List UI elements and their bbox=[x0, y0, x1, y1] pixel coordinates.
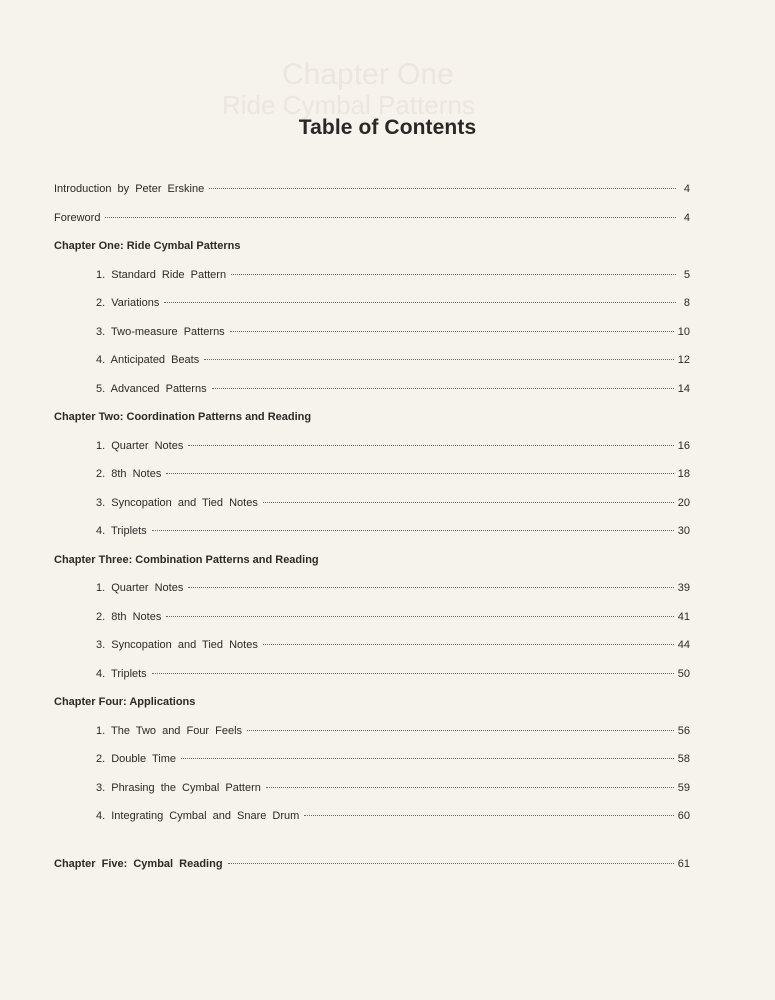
dot-leader bbox=[212, 388, 674, 389]
toc-entry-page: 60 bbox=[677, 810, 690, 822]
toc-entry bbox=[96, 807, 690, 825]
dot-leader bbox=[152, 673, 674, 674]
dot-leader bbox=[152, 530, 674, 531]
toc-entry-label: 1. Quarter Notes bbox=[96, 440, 184, 452]
toc-entry-page: 5 bbox=[683, 269, 690, 281]
toc-entry-page: 16 bbox=[677, 440, 690, 452]
toc-entry bbox=[96, 579, 690, 597]
dot-leader bbox=[204, 359, 674, 360]
dot-leader bbox=[304, 815, 673, 816]
toc-entry-page: 39 bbox=[677, 582, 690, 594]
chapter-heading: Chapter One: Ride Cymbal Patterns bbox=[54, 240, 241, 252]
toc-entry bbox=[96, 636, 690, 654]
toc-entry bbox=[96, 351, 690, 369]
toc-entry-label: 5. Advanced Patterns bbox=[96, 383, 207, 395]
toc-entry-page: 50 bbox=[677, 668, 690, 680]
toc-entry-label: Chapter Five: Cymbal Reading bbox=[54, 858, 223, 870]
toc-entry-label: Introduction by Peter Erskine bbox=[54, 183, 205, 195]
toc-entry-label: 1. Quarter Notes bbox=[96, 582, 184, 594]
toc-entry bbox=[96, 266, 690, 284]
toc-entry-label: 4. Triplets bbox=[96, 525, 147, 537]
toc-entry bbox=[96, 608, 690, 626]
toc-entry bbox=[96, 437, 690, 455]
toc-entry bbox=[96, 380, 690, 398]
toc-entry-page: 59 bbox=[677, 782, 690, 794]
toc-entry bbox=[96, 665, 690, 683]
toc-entry-label: 3. Syncopation and Tied Notes bbox=[96, 639, 258, 651]
toc-entry-label: 4. Triplets bbox=[96, 668, 147, 680]
toc-entry-label: 1. Standard Ride Pattern bbox=[96, 269, 227, 281]
toc-entry-foreword bbox=[54, 209, 690, 227]
toc-entry bbox=[96, 779, 690, 797]
chapter-heading: Chapter Two: Coordination Patterns and Reading bbox=[54, 411, 312, 423]
toc-entry-label: Foreword bbox=[54, 212, 101, 224]
toc-entry-page: 18 bbox=[677, 468, 690, 480]
toc-entry bbox=[96, 294, 690, 312]
toc-entry bbox=[96, 323, 690, 341]
toc-entry-label: 4. Integrating Cymbal and Snare Drum bbox=[96, 810, 300, 822]
toc-entry-label: 3. Two-measure Patterns bbox=[96, 326, 225, 338]
toc-entry-page: 44 bbox=[677, 639, 690, 651]
toc-entry bbox=[96, 522, 690, 540]
toc-entry-page: 4 bbox=[683, 212, 690, 224]
dot-leader bbox=[266, 787, 674, 788]
dot-leader bbox=[230, 331, 674, 332]
toc-entry-label: 2. Variations bbox=[96, 297, 160, 309]
toc-entry-page: 30 bbox=[677, 525, 690, 537]
toc-entry-page: 61 bbox=[677, 858, 690, 870]
chapter-heading: Chapter Three: Combination Patterns and Reading bbox=[54, 554, 319, 566]
toc-entry-page: 20 bbox=[677, 497, 690, 509]
toc-entry bbox=[96, 750, 690, 768]
show-through-text: Chapter One bbox=[282, 58, 454, 91]
dot-leader bbox=[166, 473, 673, 474]
dot-leader bbox=[247, 730, 674, 731]
toc-entry-label: 2. Double Time bbox=[96, 753, 176, 765]
dot-leader bbox=[166, 616, 673, 617]
toc-entry bbox=[96, 465, 690, 483]
toc-entry-page: 4 bbox=[683, 183, 690, 195]
show-through-text: Ride Cymbal Patterns bbox=[222, 90, 475, 120]
dot-leader bbox=[181, 758, 674, 759]
dot-leader bbox=[188, 445, 673, 446]
toc-entry-label: 3. Syncopation and Tied Notes bbox=[96, 497, 258, 509]
toc-entry-label: 4. Anticipated Beats bbox=[96, 354, 200, 366]
toc-entry-chapter-five bbox=[54, 855, 690, 873]
toc-entry-page: 14 bbox=[677, 383, 690, 395]
page-title: Table of Contents bbox=[298, 116, 477, 139]
dot-leader bbox=[263, 644, 674, 645]
toc-entry-page: 8 bbox=[683, 297, 690, 309]
toc-entry-label: 2. 8th Notes bbox=[96, 611, 162, 623]
dot-leader bbox=[228, 863, 674, 864]
toc-entry-label: 2. 8th Notes bbox=[96, 468, 162, 480]
dot-leader bbox=[164, 302, 676, 303]
dot-leader bbox=[105, 217, 676, 218]
toc-entry bbox=[96, 722, 690, 740]
toc-entry-label: 1. The Two and Four Feels bbox=[96, 725, 243, 737]
chapter-heading: Chapter Four: Applications bbox=[54, 696, 196, 708]
toc-entry bbox=[96, 494, 690, 512]
toc-entry-page: 41 bbox=[677, 611, 690, 623]
dot-leader bbox=[231, 274, 676, 275]
toc-entry-introduction bbox=[54, 180, 690, 198]
dot-leader bbox=[188, 587, 673, 588]
toc-entry-label: 3. Phrasing the Cymbal Pattern bbox=[96, 782, 261, 794]
dot-leader bbox=[263, 502, 674, 503]
toc-entry-page: 10 bbox=[677, 326, 690, 338]
dot-leader bbox=[209, 188, 676, 189]
toc-entry-page: 12 bbox=[677, 354, 690, 366]
toc-entry-page: 58 bbox=[677, 753, 690, 765]
toc-entry-page: 56 bbox=[677, 725, 690, 737]
